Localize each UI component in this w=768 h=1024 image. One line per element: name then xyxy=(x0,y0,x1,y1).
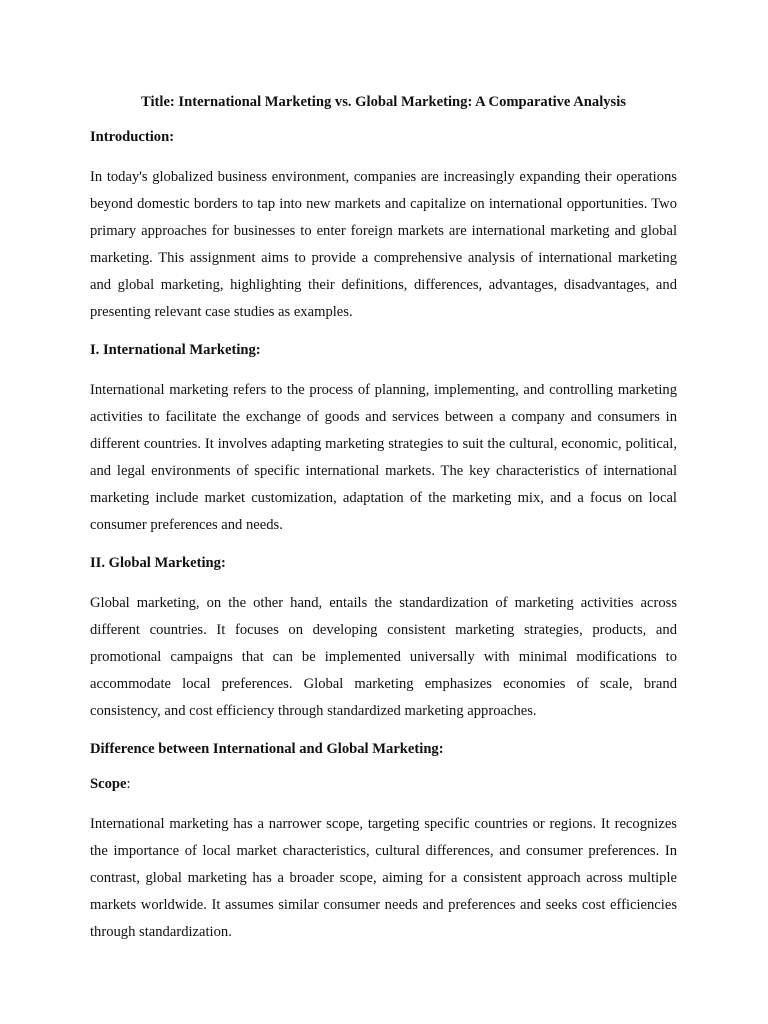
global-marketing-paragraph: Global marketing, on the other hand, entails the standardization of marketing activities across different countries. It focuses on developing consistent marketing strategies, products, and promotional campaigns that can be implemented universally with minimal modifications to accommodate local preferences. Global marketing emphasizes economies of scale, brand consistency, and cost efficiency through standardized marketing approaches. xyxy=(90,595,677,719)
introduction-heading: Introduction: xyxy=(90,129,175,145)
document-body xyxy=(90,92,677,946)
difference-heading: Difference between International and Global Marketing: xyxy=(90,741,444,757)
scope-paragraph: International marketing has a narrower scope, targeting specific countries or regions. It recognizes the importance of local market characteristics, cultural differences, and consumer preferences. In contrast, global marketing has a broader scope, aiming for a consistent approach across multiple markets worldwide. It assumes similar consumer needs and preferences and seeks cost efficiencies through standardization. xyxy=(90,816,677,940)
global-marketing-heading: II. Global Marketing: xyxy=(90,555,226,571)
scope-subheading xyxy=(90,774,677,794)
document-title: Title: International Marketing vs. Global Marketing: A Comparative Analysis xyxy=(141,94,626,110)
scope-colon: : xyxy=(126,776,131,792)
international-marketing-heading: I. International Marketing: xyxy=(90,342,261,358)
introduction-paragraph: In today's globalized business environment, companies are increasingly expanding their operations beyond domestic borders to tap into new markets and capitalize on international opportunities. Two primary approaches for businesses to enter foreign markets are international marketing and global marketing. This assignment aims to provide a comprehensive analysis of international marketing and global marketing, highlighting their definitions, differences, advantages, disadvantages, and presenting relevant case studies as examples. xyxy=(90,169,677,320)
scope-label: Scope xyxy=(90,776,127,792)
international-marketing-paragraph: International marketing refers to the process of planning, implementing, and controlling marketing activities to facilitate the exchange of goods and services between a company and consumers in different countries. It involves adapting marketing strategies to suit the cultural, economic, political, and legal environments of specific international markets. The key characteristics of international marketing include market customization, adaptation of the marketing mix, and a focus on local consumer preferences and needs. xyxy=(90,382,677,533)
